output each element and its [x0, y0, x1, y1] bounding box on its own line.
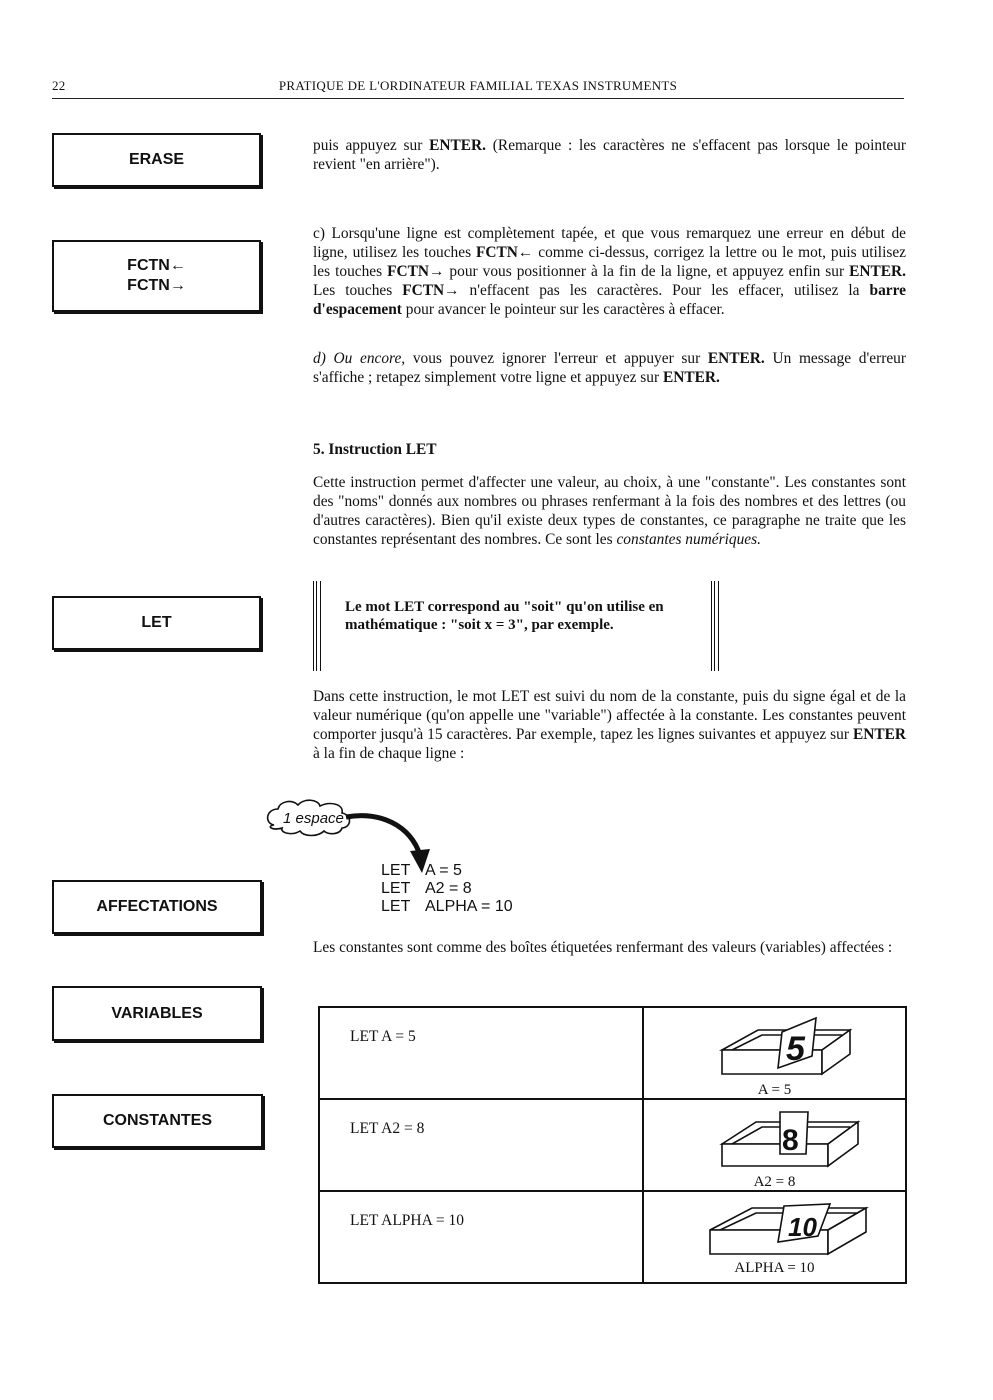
paragraph-boxes: Les constantes sont comme des boîtes étiquetées renfermant des valeurs (variables) affectées :: [313, 939, 893, 956]
text: à la fin de chaque ligne :: [313, 745, 465, 762]
code-block: [381, 862, 513, 916]
text: Cette instruction permet d'affecter une valeur, au choix, à une "constante". Les constantes sont des "noms" donnés aux nombres ou phrases renfermant à la fois des nombres et des lettres (ou d'autres caractères). Bien qu'il existe deux types de constantes, ce paragraphe ne traite que les constantes représentant des nombres. Ce sont les: [313, 474, 906, 548]
table-cell-label: LET ALPHA = 10: [319, 1191, 643, 1283]
note-box: [313, 581, 723, 671]
code-keyword: LET: [381, 880, 411, 897]
text-bold: ENTER.: [707, 350, 765, 367]
text: c) Lorsqu'une ligne est complètement tapée, et que vous remarquez une erreur en début de ligne, utilisez les touches: [313, 225, 906, 261]
text: Les touches: [313, 282, 403, 299]
table-cell-picture: [643, 1007, 906, 1099]
key-label: AFFECTATIONS: [96, 898, 218, 915]
arrow-line: [346, 816, 420, 855]
key-label: ERASE: [128, 151, 185, 168]
text-bold: barre d'espacement: [313, 282, 906, 318]
text-bold: ENTER.: [429, 137, 487, 154]
note-text: Le mot LET correspond au "soit" qu'on utilise en mathématique : "soit x = 3", par exemple.: [345, 599, 664, 633]
page-header: [52, 74, 904, 99]
code-line: [381, 898, 513, 916]
text: (Remarque : les caractères ne s'effacent pas lorsque le pointeur revient "en arrière").: [313, 137, 906, 173]
text-bold: FCTN←: [476, 244, 534, 261]
page-number: 22: [52, 78, 66, 93]
text: vous pouvez ignorer l'erreur et appuyer sur: [405, 350, 708, 367]
code-keyword: LET: [381, 898, 411, 915]
text: n'effacent pas les caractères. Pour les effacer, utilisez la: [459, 282, 870, 299]
key-label: CONSTANTES: [102, 1112, 213, 1129]
table-row: [319, 1099, 906, 1191]
paragraph-erase: [313, 136, 906, 174]
text-bold: ENTER.: [849, 263, 906, 280]
paragraph-let-syntax: [313, 687, 906, 763]
table-cell-label: LET A = 5: [319, 1007, 643, 1099]
key-label-fctn-left: FCTN←: [127, 257, 186, 274]
code-expression: A = 5: [425, 862, 462, 879]
box-caption: ALPHA = 10: [734, 1260, 815, 1276]
text: comme ci-dessus, corrigez la lettre ou le mot, puis utilisez les touches: [313, 244, 906, 280]
table-row: [319, 1007, 906, 1099]
key-box-fctn: [52, 240, 261, 312]
paragraph-d: [313, 349, 906, 387]
note-right-bars: [711, 581, 719, 671]
code-keyword: LET: [381, 862, 411, 879]
key-box-let: [52, 596, 261, 650]
key-box-constantes: [52, 1094, 263, 1148]
paragraph-let-intro: [313, 473, 906, 549]
table-cell-label: LET A2 = 8: [319, 1099, 643, 1191]
text-bold: ENTER: [852, 726, 906, 743]
bubble-text: 1 espace: [283, 810, 344, 827]
text: Dans cette instruction, le mot LET est suivi du nom de la constante, puis du signe égal et de la valeur numérique (qu'on appelle une "variable") affectée à la constante. Les constantes peuvent comporter jusqu'à 15 caractères. Par exemple, tapez les lignes suivantes et appuyez sur: [313, 688, 906, 743]
boxes-table: [318, 1006, 907, 1284]
text-bold: FCTN→: [387, 263, 445, 280]
text-italic: constantes numériques.: [616, 531, 761, 548]
text: Un message d'erreur s'affiche ; retapez simplement votre ligne et appuyez sur: [313, 350, 906, 386]
code-line: [381, 880, 513, 898]
text-bold: FCTN→: [402, 282, 460, 299]
text: puis appuyez sur: [313, 137, 430, 154]
box-value: 8: [782, 1124, 799, 1157]
note-left-bars: [313, 581, 321, 671]
paragraph-c: [313, 224, 906, 319]
text-italic: d) Ou encore,: [313, 350, 406, 367]
text: pour avancer le pointeur sur les caractères à effacer.: [401, 301, 725, 318]
key-box-affectations: [52, 880, 262, 934]
box-caption: A = 5: [757, 1082, 792, 1098]
key-label: LET: [141, 614, 172, 631]
running-title: PRATIQUE DE L'ORDINATEUR FAMILIAL TEXAS INSTRUMENTS: [278, 78, 678, 93]
text: pour vous positionner à la fin de la ligne, et appuyez enfin sur: [444, 263, 850, 280]
key-box-variables: [52, 986, 262, 1041]
key-label-fctn-right: FCTN→: [127, 277, 186, 294]
box-value: 10: [788, 1212, 817, 1242]
box-caption: A2 = 8: [753, 1174, 796, 1190]
code-expression: A2 = 8: [425, 880, 472, 897]
table-cell-picture: [643, 1099, 906, 1191]
section-title: 5. Instruction LET: [313, 441, 437, 458]
key-box-erase: [52, 133, 261, 187]
key-label: VARIABLES: [111, 1004, 203, 1022]
text-bold: ENTER.: [662, 369, 720, 386]
code-line: [381, 862, 513, 880]
table-row: [319, 1191, 906, 1283]
table-cell-picture: [643, 1191, 906, 1283]
box-value: 5: [786, 1030, 805, 1068]
code-expression: ALPHA = 10: [425, 898, 513, 915]
